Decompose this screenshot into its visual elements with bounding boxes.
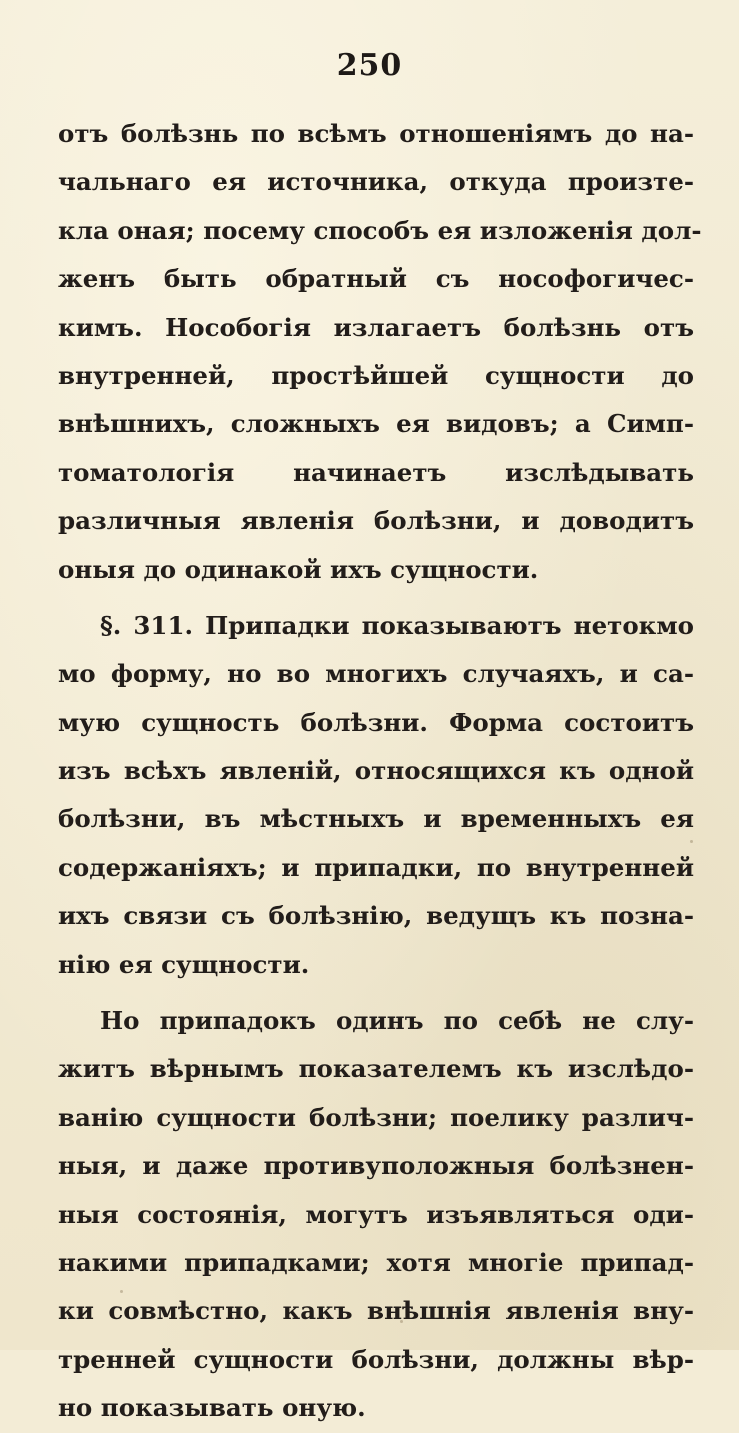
text-line: житъ вѣрнымъ показателемъ къ изслѣдо- xyxy=(58,1054,694,1084)
text-line: женъ быть обратный съ нософогичес- xyxy=(58,264,694,294)
text-line: ихъ связи съ болѣзнію, ведущъ къ позна- xyxy=(58,901,694,931)
text-line: томатологія начинаетъ изслѣдывать xyxy=(58,457,694,487)
text-line: §. 311. Припадки показываютъ нетокмо xyxy=(100,610,694,640)
paragraph-gap xyxy=(58,594,694,602)
text-line: Но припадокъ одинъ по себѣ не слу- xyxy=(100,1006,694,1036)
text-line: содержаніяхъ; и припадки, по внутренней xyxy=(58,852,694,882)
body-text xyxy=(58,110,702,1433)
text-line: оныя до одинакой ихъ сущности. xyxy=(58,554,539,584)
text-line: ныя состоянія, могутъ изъявляться оди- xyxy=(58,1199,694,1229)
text-line: кла оная; посему способъ ея изложенія дол- xyxy=(58,215,702,245)
paragraph-gap xyxy=(58,989,694,997)
text-line: но показывать оную. xyxy=(58,1393,366,1423)
text-line: ки совмѣстно, какъ внѣшнія явленія вну- xyxy=(58,1296,694,1326)
paper-speck xyxy=(690,840,693,843)
text-line: чальнаго ея источника, откуда произте- xyxy=(58,167,694,197)
paper-speck xyxy=(120,1290,123,1293)
text-line: мую сущность болѣзни. Форма состоитъ xyxy=(58,707,694,737)
paper-speck xyxy=(400,1320,403,1323)
text-line: кимъ. Нособогія излагаетъ болѣзнь отъ xyxy=(58,312,694,342)
text-line: нію ея сущности. xyxy=(58,949,310,979)
text-line: отъ болѣзнь по всѣмъ отношеніямъ до на- xyxy=(58,119,694,148)
page-number: 250 xyxy=(336,48,403,83)
text-line: ныя, и даже противуположныя болѣзнен- xyxy=(58,1151,694,1181)
paper-speck xyxy=(580,1218,583,1221)
text-line: внутренней, простѣйшей сущности до xyxy=(58,360,694,390)
text-line: болѣзни, въ мѣстныхъ и временныхъ ея xyxy=(58,804,694,834)
text-line: мо форму, но во многихъ случаяхъ, и са- xyxy=(58,659,694,689)
text-line: внѣшнихъ, сложныхъ ея видовъ; а Симп- xyxy=(58,409,694,439)
paragraph-1 xyxy=(58,110,702,594)
paragraph-2 xyxy=(58,602,694,989)
text-line: ванію сущности болѣзни; поелику различ- xyxy=(58,1102,694,1132)
text-line: тренней сущности болѣзни, должны вѣр- xyxy=(58,1344,694,1374)
text-line: изъ всѣхъ явленій, относящихся къ одной xyxy=(58,756,694,786)
paragraph-3 xyxy=(58,997,694,1433)
text-line: различныя явленія болѣзни, и доводитъ xyxy=(58,506,694,536)
text-line: накими припадками; хотя многіе припад- xyxy=(58,1247,694,1277)
